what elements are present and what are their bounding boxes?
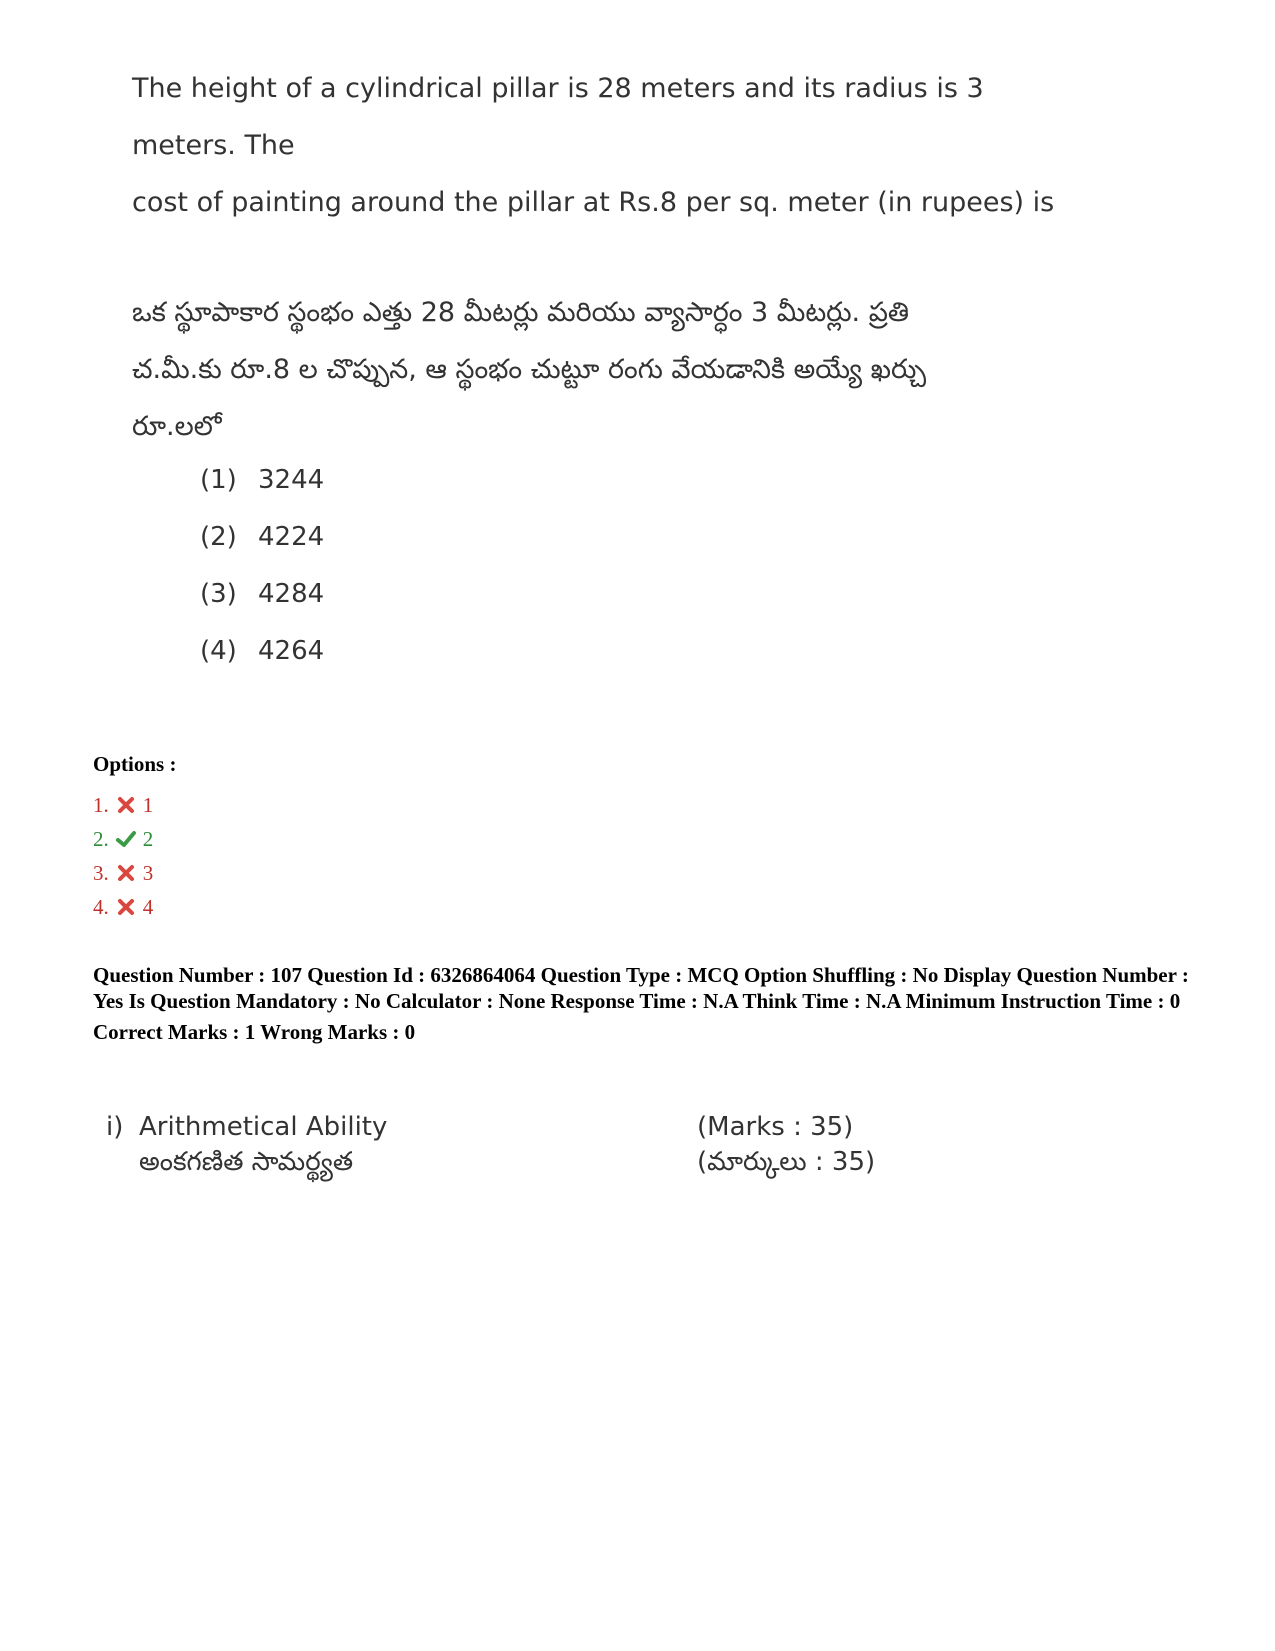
answer-choice-value: 4264 — [258, 636, 325, 666]
option-label: 4 — [142, 894, 154, 919]
answer-choice — [200, 579, 324, 636]
options-list — [93, 752, 176, 924]
cross-icon — [115, 862, 137, 884]
cross-icon — [115, 896, 137, 918]
option-label: 1 — [142, 792, 154, 817]
section-header — [106, 1108, 906, 1184]
answer-choice — [200, 522, 324, 579]
answer-choice-value: 4284 — [258, 579, 325, 609]
option-item — [93, 788, 176, 822]
option-index: 2. — [93, 826, 109, 851]
answer-choice-number: (2) — [200, 522, 237, 552]
section-name-english: Arithmetical Ability — [139, 1112, 388, 1142]
answer-choice — [200, 465, 324, 522]
options-title: Options : — [93, 752, 177, 776]
question-image — [120, 60, 1080, 455]
option-item — [93, 822, 176, 856]
option-item — [93, 856, 176, 890]
option-index: 1. — [93, 792, 109, 817]
question-text-telugu — [120, 284, 1080, 455]
question-telugu-line-1: ఒక స్థూపాకార స్థంభం ఎత్తు 28 మీటర్లు మరియు వ్యాసార్ధం 3 మీటర్లు. ప్రతి — [132, 297, 910, 328]
question-english-line-1: The height of a cylindrical pillar is 28 meters and its radius is 3 meters. The — [132, 73, 984, 161]
marks-info: Correct Marks : 1 Wrong Marks : 0 — [93, 1020, 416, 1044]
option-label: 3 — [142, 860, 154, 885]
answer-choice-number: (1) — [200, 465, 237, 495]
answer-choice-value: 4224 — [258, 522, 325, 552]
answer-choice-number: (4) — [200, 636, 237, 666]
question-details: Question Number : 107 Question Id : 6326864064 Question Type : MCQ Option Shuffling : No Display Question Number : Yes Is Question Mandatory : No Calculator : None Response Time : N.A Think Time : N.A Minimum Instruction Time : 0 — [93, 963, 1189, 1013]
section-row-telugu — [106, 1146, 906, 1184]
section-marks-english: (Marks : 35) — [697, 1112, 854, 1142]
section-index: i) — [106, 1112, 124, 1142]
answer-choice — [200, 636, 324, 693]
option-item — [93, 890, 176, 924]
section-marks-telugu: (మార్కులు : 35) — [697, 1147, 876, 1177]
answer-choice-value: 3244 — [258, 465, 325, 495]
option-index: 4. — [93, 894, 109, 919]
question-telugu-line-3: రూ.లలో — [132, 411, 222, 442]
answer-choices — [200, 465, 324, 693]
option-index: 3. — [93, 860, 109, 885]
option-label: 2 — [142, 826, 154, 851]
section-name-telugu: అంకగణిత సామర్థ్యత — [139, 1147, 354, 1177]
question-english-line-2: cost of painting around the pillar at Rs.8 per sq. meter (in rupees) is — [132, 187, 1055, 218]
question-text-english — [120, 60, 1080, 231]
answer-choice-number: (3) — [200, 579, 237, 609]
check-icon — [115, 828, 137, 850]
section-row-english — [106, 1108, 906, 1146]
question-metadata — [93, 962, 1193, 1045]
cross-icon — [115, 794, 137, 816]
question-telugu-line-2: చ.మీ.కు రూ.8 ల చొప్పున, ఆ స్థంభం చుట్టూ రంగు వేయడానికి అయ్యే ఖర్చు — [132, 354, 927, 385]
